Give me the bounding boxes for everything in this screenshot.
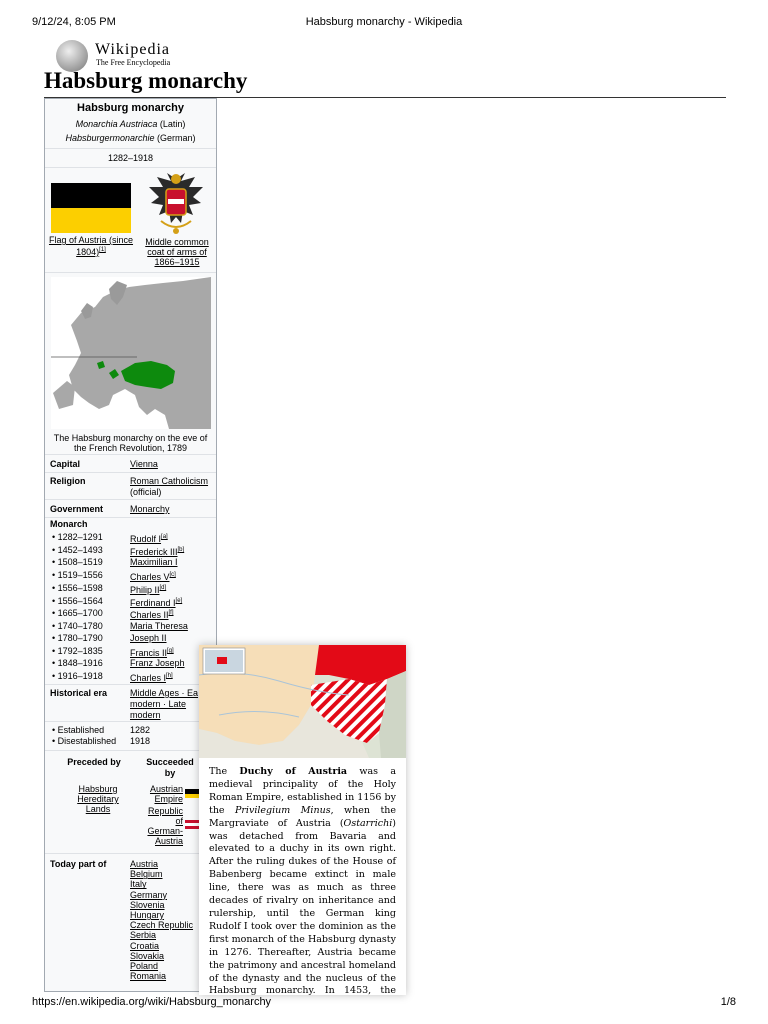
monarch-years: • 1665–1700: [52, 608, 103, 618]
preceded-by-link[interactable]: [59, 784, 137, 814]
succeeded-german-austria-link[interactable]: [143, 806, 183, 846]
succ-b-line1[interactable]: Republic: [147, 806, 183, 816]
monarch-years: • 1282–1291: [52, 532, 103, 542]
german-name: [45, 133, 216, 144]
monarch-entry: [130, 658, 185, 669]
country-link[interactable]: Austria: [130, 859, 159, 869]
monarch-link[interactable]: Charles I: [130, 673, 167, 683]
today-countries-list: [130, 859, 193, 981]
succeeded-label-line1: Succeeded: [146, 757, 194, 767]
german-austria-flag-icon: [185, 820, 199, 829]
divider: [45, 454, 216, 455]
monarch-entry: [130, 633, 167, 644]
link-preview-popup[interactable]: [199, 645, 406, 995]
extract-part3: ) was detached from Bavaria and elevated to a duchy in its own right. After the ruling dukes of the House of Babenberg became extinct in male line, there was as much as three decades of rivalry on inheritance and rulership, until the German king Rudolf I took over the dominion as the first monarch of the Habsburg dynasty in 1276. Thereafter, Austria became the patrimony and ancestral homeland of the dynasty and the nucleus of the Habsburg monarchy. In 1453, the: [209, 817, 396, 995]
country-link[interactable]: Germany: [130, 889, 168, 900]
established-value: 1282: [130, 725, 151, 735]
german-suffix: (German): [157, 133, 196, 143]
wikipedia-wordmark[interactable]: Wikipedia: [95, 41, 170, 58]
wikipedia-tagline: The Free Encyclopedia: [96, 58, 171, 67]
monarch-ref[interactable]: [a]: [161, 534, 168, 540]
today-part-of-label: Today part of: [50, 859, 107, 869]
monarch-years: • 1556–1564: [52, 596, 103, 606]
monarch-entry: [130, 608, 174, 621]
country-link[interactable]: Poland: [130, 961, 159, 972]
infobox: [44, 98, 217, 992]
flag-ref[interactable]: [1]: [99, 247, 106, 253]
print-url: https://en.wikipedia.org/wiki/Habsburg_monarchy: [32, 996, 272, 1008]
monarch-ref[interactable]: [d]: [159, 585, 167, 591]
country-link[interactable]: Belgium: [130, 869, 163, 880]
flag-of-austria-image[interactable]: [51, 183, 131, 233]
coat-of-arms-image[interactable]: [147, 171, 205, 237]
monarch-link[interactable]: Joseph II: [130, 633, 167, 643]
print-page-title: Habsburg monarchy - Wikipedia: [305, 16, 463, 28]
capital-label: Capital: [50, 459, 81, 469]
article-title: Habsburg monarchy: [44, 68, 248, 93]
extract-part1: was a medieval principality of the Holy Roman Empire, established in 1156 by the: [209, 766, 396, 816]
divider: [45, 148, 216, 149]
extract-italic2: Ostarrichi: [343, 817, 393, 829]
monarch-link[interactable]: Francis II: [130, 648, 168, 658]
coa-caption-line3[interactable]: 1866–1915: [154, 257, 200, 267]
divider: [45, 684, 216, 685]
succeeded-austrian-empire-link[interactable]: [143, 784, 183, 804]
divider: [45, 721, 216, 722]
extract-bold-title: Duchy of Austria: [239, 766, 348, 777]
country-link[interactable]: Romania: [130, 971, 167, 982]
monarch-years: • 1792–1835: [52, 646, 103, 656]
monarch-ref[interactable]: [g]: [167, 648, 174, 654]
print-page-number: 1/8: [720, 996, 736, 1008]
country-link[interactable]: Hungary: [130, 910, 165, 921]
monarch-ref[interactable]: [e]: [175, 598, 183, 604]
monarch-years: • 1508–1519: [52, 557, 103, 567]
monarch-years: • 1916–1918: [52, 671, 103, 681]
government-link[interactable]: Monarchy: [130, 504, 170, 514]
disestablished-label: • Disestablished: [52, 736, 117, 746]
era-link-1[interactable]: Middle Ages · Ea: [130, 688, 199, 698]
latin-name: [45, 119, 216, 130]
era-label: Historical era: [50, 688, 108, 698]
country-link[interactable]: Croatia: [130, 940, 160, 951]
extract-part2: , when the Margraviate of Austria (: [209, 804, 396, 829]
latin-name-text: Monarchia Austriaca: [75, 119, 158, 129]
flag-caption-line1[interactable]: Flag of Austria (since: [48, 235, 134, 245]
monarch-years: • 1452–1493: [52, 545, 103, 555]
divider: [45, 472, 216, 473]
monarch-label: Monarch: [50, 519, 88, 529]
divider: [45, 750, 216, 751]
succeeded-label-line2: by: [164, 768, 176, 778]
monarch-link[interactable]: Franz Joseph: [130, 658, 185, 668]
monarch-years: • 1519–1556: [52, 570, 103, 580]
monarch-entry: [130, 570, 176, 583]
monarch-entry: [130, 621, 188, 632]
extract-italic1: Privilegium Minus: [234, 804, 331, 816]
country-link[interactable]: Slovakia: [130, 950, 165, 961]
print-datetime: 9/12/24, 8:05 PM: [32, 16, 116, 28]
austrian-empire-flag-icon: [185, 789, 199, 798]
monarch-ref[interactable]: [f]: [168, 610, 174, 616]
map-caption: [45, 433, 216, 453]
government-label: Government: [50, 504, 104, 514]
europe-locator-map[interactable]: [51, 277, 211, 429]
flag-caption: [45, 235, 137, 257]
monarch-years: • 1780–1790: [52, 633, 103, 643]
map-caption-line2: the French Revolution, 1789: [73, 443, 188, 453]
monarch-years: • 1556–1598: [52, 583, 103, 593]
monarch-ref[interactable]: [h]: [166, 673, 173, 679]
monarch-link[interactable]: Charles II: [130, 610, 169, 620]
extract-lead: The: [209, 766, 240, 777]
succeeded-by-label: [143, 757, 197, 779]
infobox-title: Habsburg monarchy: [77, 102, 184, 114]
preceded-line3[interactable]: Lands: [85, 804, 111, 814]
religion-qualifier: (official): [130, 487, 162, 497]
era-link-2[interactable]: modern · Late: [130, 699, 187, 709]
divider: [45, 517, 216, 518]
monarch-link[interactable]: Charles V: [130, 572, 170, 582]
disestablished-value: 1918: [130, 736, 151, 746]
monarch-entry: [130, 532, 168, 545]
monarch-entry: [130, 583, 166, 596]
divider: [45, 272, 216, 273]
monarch-years: • 1848–1916: [52, 658, 103, 668]
monarch-ref[interactable]: [b]: [177, 547, 185, 553]
succ-a-line1[interactable]: Austrian: [149, 784, 183, 794]
divider: [45, 167, 216, 168]
succ-b-line2[interactable]: of: [175, 816, 183, 826]
divider: [45, 499, 216, 500]
monarch-years: • 1740–1780: [52, 621, 103, 631]
monarch-ref[interactable]: [c]: [169, 572, 176, 578]
period: 1282–1918: [107, 153, 154, 163]
capital-link[interactable]: Vienna: [130, 459, 158, 469]
era-link-3[interactable]: modern: [130, 710, 161, 720]
preceded-line1[interactable]: Habsburg: [78, 784, 118, 794]
flag-yellow-stripe: [51, 208, 131, 233]
flag-caption-line2[interactable]: 1804): [76, 247, 100, 257]
monarch-entry: [130, 557, 178, 568]
coa-caption-line2[interactable]: coat of arms of: [147, 247, 207, 257]
german-name-text: Habsburgermonarchie: [65, 133, 155, 143]
popup-extract: [209, 766, 396, 995]
preceded-line2[interactable]: Hereditary: [77, 794, 119, 804]
monarch-link[interactable]: Maximilian I: [130, 557, 178, 567]
religion-link[interactable]: Roman Catholicism: [130, 476, 209, 486]
country-link[interactable]: Slovenia: [130, 899, 165, 910]
monarch-link[interactable]: Philip II: [130, 585, 160, 595]
monarch-link[interactable]: Frederick III: [130, 547, 178, 557]
succ-a-line2[interactable]: Empire: [154, 794, 183, 804]
coa-caption: [139, 237, 215, 267]
latin-suffix: (Latin): [159, 119, 186, 129]
country-link[interactable]: Czech Republic: [130, 920, 194, 931]
map-caption-line1: The Habsburg monarchy on the eve of: [53, 433, 208, 443]
religion-value: [130, 476, 208, 498]
monarch-link[interactable]: Maria Theresa: [130, 621, 188, 631]
established-label: • Established: [52, 725, 105, 735]
preceded-by-label: Preceded by: [67, 757, 121, 767]
duchy-of-austria-map[interactable]: [199, 645, 406, 758]
flag-black-stripe: [51, 183, 131, 208]
country-link[interactable]: Serbia: [130, 930, 157, 941]
country-link[interactable]: Italy: [130, 879, 147, 890]
monarch-entry: [130, 671, 173, 684]
monarch-link[interactable]: Ferdinand I: [130, 598, 176, 608]
succ-b-line3[interactable]: German-: [147, 826, 183, 836]
religion-label: Religion: [50, 476, 86, 486]
succ-b-line4[interactable]: Austria: [154, 836, 183, 846]
monarch-link[interactable]: Rudolf I: [130, 534, 162, 544]
divider: [45, 853, 216, 854]
coa-caption-line1[interactable]: Middle common: [145, 237, 209, 247]
era-value: [130, 688, 198, 721]
